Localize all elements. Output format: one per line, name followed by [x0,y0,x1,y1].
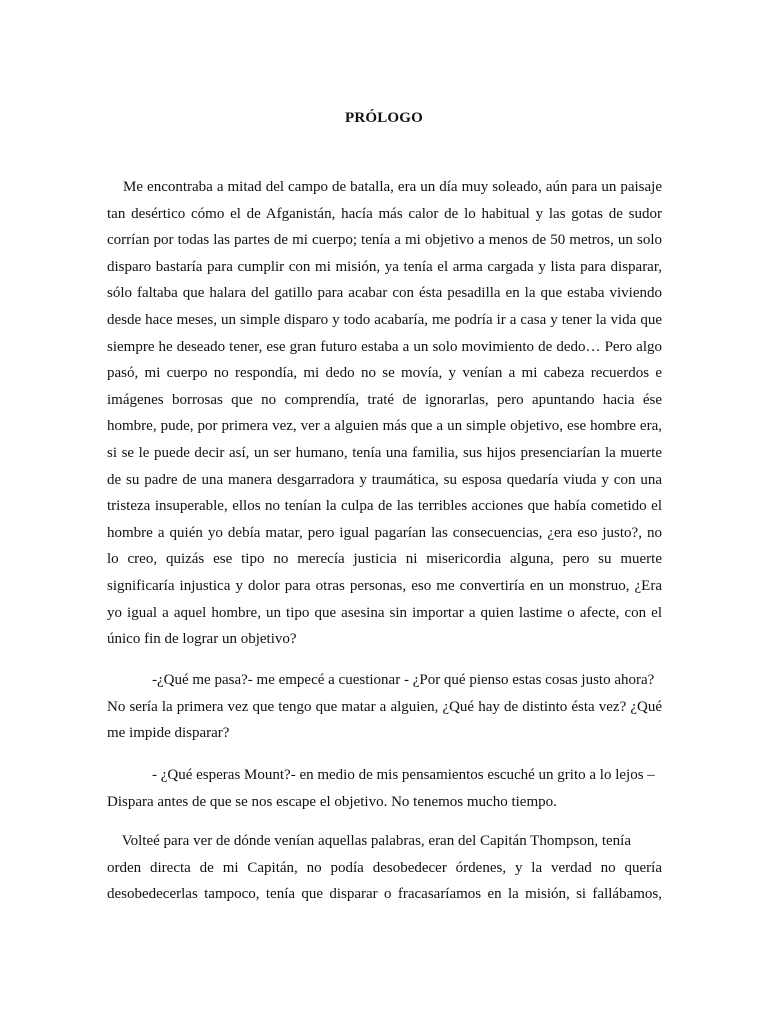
text-line: significaría injustica y dolor para otras personas, eso me convertiría en un monstruo, ¿Era [107,577,662,594]
text-line: lo creo, quizás ese tipo no merecía justicia ni misericordia alguna, pero su muerte [107,551,662,568]
text-line: Volteé para ver de dónde venían aquellas palabras, eran del Capitán Thompson, tenía [107,833,631,849]
text-line: No sería la primera vez que tengo que matar a alguien, ¿Qué hay de distinto ésta vez? ¿Qué [107,698,662,715]
paragraph-1 [107,174,662,653]
text-line: de su padre de una manera desgarradora y traumática, su esposa quedaría viuda y con una [107,471,662,488]
text-line: disparo bastaría para cumplir con mi misión, ya tenía el arma cargada y lista para disparar, [107,258,662,275]
text-line: hombre a quién yo debía matar, pero igual pagarían las consecuencias, ¿era eso justo?, no [107,524,662,541]
text-line: corrían por todas las partes de mi cuerpo; tenía a mi objetivo a menos de 50 metros, un solo [107,232,662,249]
text-line: sólo faltaba que halara del gatillo para acabar con ésta pesadilla en la que estaba viviendo [107,285,662,302]
text-line: Me encontraba a mitad del campo de batalla, era un día muy soleado, aún para un paisaje [107,179,662,195]
text-line: tan desértico cómo el de Afganistán, hacía más calor de lo habitual y las gotas de sudor [107,205,662,222]
text-line: orden directa de mi Capitán, no podía desobedecer órdenes, y la verdad no quería [107,859,662,876]
text-line: hombre, pude, por primera vez, ver a alguien más que a un simple objetivo, ese hombre era, [107,418,662,435]
text-line: desde hace meses, un simple disparo y todo acabaría, me podría ir a casa y tener la vida que [107,311,662,328]
text-line: yo igual a aquel hombre, un tipo que asesina sin importar a quien lastime o afecte, con el [107,604,662,621]
text-line: - ¿Qué esperas Mount?- en medio de mis pensamientos escuché un grito a lo lejos – [107,767,655,783]
text-line: tristeza insuperable, ellos no tenían la culpa de las terribles acciones que había cometido el [107,498,662,515]
text-line: siempre he deseado tener, ese gran futuro estaba a un solo movimiento de dedo… Pero algo [107,338,662,355]
paragraph-3 [107,762,662,815]
text-line: si se le puede decir así, un ser humano, tenía una familia, sus hijos presenciarían la muerte [107,444,662,461]
text-line: imágenes borrosas que no comprendía, traté de ignorarlas, pero apuntando hacia ése [107,391,662,408]
paragraph-4 [107,828,662,908]
paragraph-2 [107,667,662,747]
text-line: desobedecerlas tampoco, tenía que disparar o fracasaríamos en la misión, si fallábamos, [107,886,662,903]
page-title: PRÓLOGO [344,110,424,126]
text-line: me impide disparar? [107,725,230,742]
text-line: único fin de lograr un objetivo? [107,631,297,648]
text-line: Dispara antes de que se nos escape el objetivo. No tenemos mucho tiempo. [107,793,557,810]
text-line: -¿Qué me pasa?- me empecé a cuestionar - ¿Por qué pienso estas cosas justo ahora? [107,672,655,688]
text-line: pasó, mi cuerpo no respondía, mi dedo no se movía, y venían a mi cabeza recuerdos e [107,365,662,382]
